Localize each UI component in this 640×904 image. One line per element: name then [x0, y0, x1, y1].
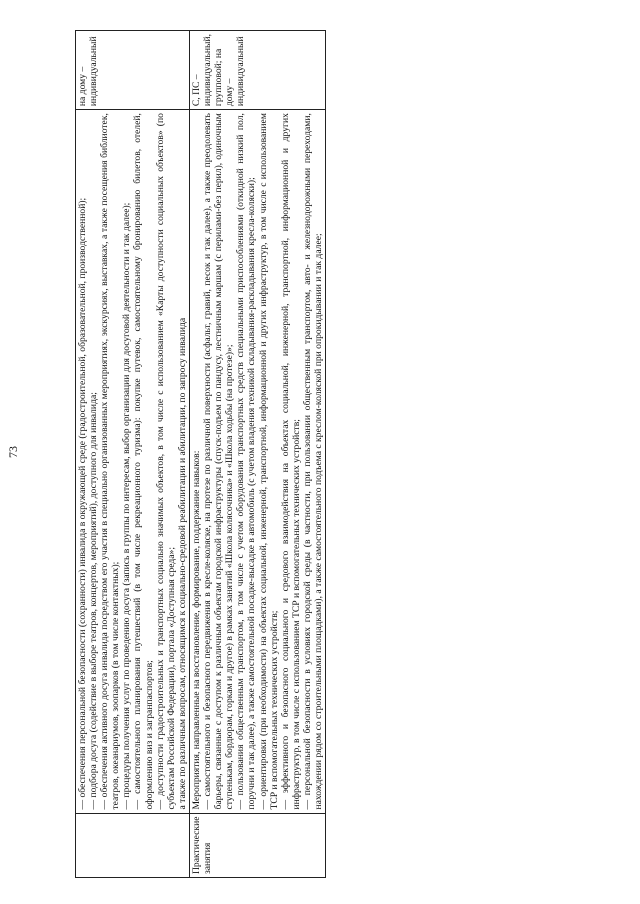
activity-type-cell: Практические занятия	[189, 813, 325, 877]
content-line: Мероприятия, направленные на восстановление, формирование, поддержание навыков:	[190, 450, 202, 810]
content-line: — эффективного и безопасного социального и средового взаимодействия на объектах социальной, инженерной, транспортной, информационной и других инфраструктур, в том числе с использованием ТСР и вспомогательных технических устройств;	[279, 113, 302, 810]
content-line: — пользования общественным транспортом, в том числе с учетом оборудования транспортных средств специальными приспособлениями (откидной низкий пол, поручни и так далее), а также самостоятельной посадке-высадке в автомобиль (с учетом владения техникой складывания-раскладывания кресла-коляски);	[235, 113, 258, 810]
program-table	[75, 30, 326, 878]
content-line: а также по различным вопросам, относящимся к социально-средовой реабилитации и абилитации, по запросу инвалида	[176, 317, 188, 810]
content-line: — персональной безопасности в условиях городской среды (в частности, при пользовании общественным транспортом, авто- и железнодорожными переходами, нахождении рядом со строительными площадками), а также самостоятельного подъема с креслом-коляской при опрокидывании и так далее;	[301, 113, 324, 810]
page-number: 73	[6, 446, 20, 458]
content-cell	[189, 110, 325, 813]
table-row	[76, 31, 190, 878]
table-row	[189, 31, 325, 878]
content-line: — обеспечения активного досуга инвалида посредством его участия в специально организованных мероприятиях, экскурсиях, выставках, а также посещения библиотек, театров, океанариумов, зоопарков (в том числе контактных);	[99, 113, 122, 810]
content-line: — ориентировки (при необходимости) на объектах социальной, инженерной, транспортной, информационной и других инфраструктур, в том числе с использованием ТСР и вспомогательных технических устройств;	[257, 113, 280, 810]
content-line: — самостоятельного планирования путешествий (в том числе рекреационного туризма): покупке путевок, самостоятельному бронированию билетов, отелей, оформлению виз и загранпаспортов;	[132, 113, 155, 810]
content-line: — обеспечения персональной безопасности (сохранности) инвалида в окружающей среде (градостроительной, образовательной, производственной);	[77, 197, 88, 810]
content-line: — подбора досуга (содействие в выборе театров, концертов, мероприятий), доступного для инвалида;	[88, 392, 100, 810]
content-line: — доступности градостроительных и транспортных социально значимых объектов, в том числе с использованием «Карты доступности социальных объектов» (по субъектам Российской Федерации), портала «Доступная среда»;	[154, 113, 177, 810]
content-line: — процедуры получения услуг по проведению досуга (запись в группы по интересам, выбор организации для досуговой деятельности и так далее);	[121, 202, 133, 810]
activity-type-cell	[76, 813, 190, 877]
form-cell: на дому – индивидуальный	[76, 31, 190, 110]
form-cell: С, ПС – индивидуальный, групповой; на дому – индивидуальный	[189, 31, 325, 110]
content-line: — самостоятельного и безопасного передвижения в кресле-коляске, на протезе по различной поверхности (асфальт, гравий, песок и так далее), а также преодолевать барьеры, связанные с доступом к различным объектам городской инфраструктуры (спуск-подъем по пандусу, лестничным маршам (с перилами-без перил), одиночным ступенькам, бордюрам, горкам и другое) в рамках занятий «Школа колясочника» и «Школа ходьбы (на протезе)»;	[202, 113, 236, 810]
content-cell	[76, 110, 190, 813]
